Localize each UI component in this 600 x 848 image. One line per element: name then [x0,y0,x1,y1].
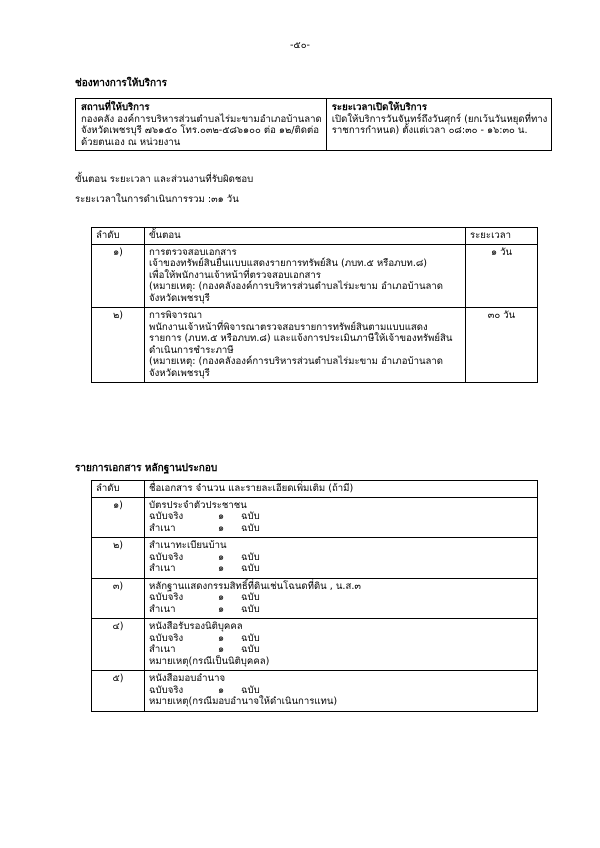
documents-table-body [92,497,538,711]
table-row [92,497,538,538]
document-copy-line [149,604,533,616]
step-line: จังหวัดเพชรบุรี [149,367,210,379]
document-copy-line [149,552,533,564]
service-place-line: จังหวัดเพชรบุรี ๗๖๑๕๐ โทร.๐๓๒-๕๘๖๑๐๐ ต่อ ๑๒/ติดต่อ [81,125,319,136]
step-description [145,244,466,308]
documents-heading: รายการเอกสาร หลักฐานประกอบ [75,463,218,474]
col-header-document: ชื่อเอกสาร จำนวน และรายละเอียดเพิ่มเติม (ถ้ามี) [145,481,538,498]
step-line: รายการ (ภบท.๕ หรือภบท.๘) และแจ้งการประเมินภาษีให้เจ้าของทรัพย์สิน [149,333,453,344]
document-copy-line [149,685,533,697]
page-number: -๕๐- [289,40,311,51]
copy-unit: ฉบับ [241,551,260,563]
documents-table [91,480,538,712]
copy-type: ฉบับจริง [149,511,184,522]
steps-table [91,227,538,383]
service-place-line: ด้วยตนเอง ณ หน่วยงาน [81,136,181,148]
service-hours-line: ราชการกำหนด) ตั้งแต่เวลา ๐๘:๓๐ - ๑๖:๓๐ น. [331,125,528,136]
copy-unit: ฉบับ [241,563,260,574]
document-copy-line [149,633,533,645]
step-line: (หมายเหตุ: (กองคลังองค์การบริหารส่วนตำบลไร่มะขาม อำเภอบ้านลาด [149,356,444,367]
copy-unit: ฉบับ [241,632,260,644]
step-line: การพิจารณา [149,310,203,321]
step-line: เจ้าของทรัพย์สินยื่นแบบแสดงรายการทรัพย์สิน (ภบท.๕ หรือภบท.๘) [149,258,428,269]
document-number: ๓) [92,578,145,619]
col-header-duration: ระยะเวลา [466,228,538,245]
document-title: หลักฐานแสดงกรรมสิทธิ์ที่ดินเช่นโฉนดที่ดิน , น.ส.๓ [149,580,361,592]
steps-table-header [92,228,538,245]
copy-count: ๑ [217,632,225,644]
document-details [145,497,538,538]
step-number: ๒) [92,308,145,383]
table-row [92,308,538,383]
step-line: ดำเนินการชำระภาษี [149,344,234,356]
copy-count: ๑ [217,511,225,522]
table-row [92,538,538,579]
copy-unit: ฉบับ [241,603,260,615]
service-hours-line: เปิดให้บริการวันจันทร์ถึงวันศุกร์ (ยกเว้นวันหยุดที่ทาง [331,113,548,125]
copy-type: สำเนา [149,644,176,655]
document-note: หมายเหตุ(กรณีมอบอำนาจให้ดำเนินการแทน) [149,696,338,707]
copy-count: ๑ [217,592,225,603]
service-hours-header: ระยะเวลาเปิดให้บริการ [331,102,427,113]
col-header-order: ลำดับ [92,481,145,498]
document-copy-line [149,592,533,604]
total-duration-line: ระยะเวลาในการดำเนินการรวม :๓๑ วัน [75,194,239,205]
document-title: บัตรประจำตัวประชาชน [149,499,247,511]
documents-table-header [92,481,538,498]
document-number: ๕) [92,671,145,712]
copy-count: ๑ [217,603,225,615]
copy-count: ๑ [217,684,225,696]
copy-count: ๑ [217,551,225,563]
document-copy-line [149,523,533,535]
col-header-order: ลำดับ [92,228,145,245]
service-hours-cell [326,99,552,151]
copy-type: ฉบับจริง [149,684,184,696]
step-line: การตรวจสอบเอกสาร [149,246,237,258]
document-number: ๔) [92,619,145,671]
copy-count: ๑ [217,522,225,534]
table-row [92,578,538,619]
copy-unit: ฉบับ [241,511,260,522]
table-row [92,619,538,671]
document-copy-line [149,644,533,656]
table-row [92,671,538,712]
step-duration: ๑ วัน [466,244,538,308]
col-header-step: ขั้นตอน [145,228,466,245]
document-copy-line [149,511,533,523]
copy-type: ฉบับจริง [149,551,184,563]
document-details [145,671,538,712]
document-details [145,619,538,671]
document-number: ๑) [92,497,145,538]
copy-type: สำเนา [149,603,176,615]
document-copy-line [149,563,533,575]
service-channel-table [75,98,552,151]
document-title: หนังสือรับรองนิติบุคคล [149,621,243,632]
step-description [145,308,466,383]
document-details [145,578,538,619]
step-line: เพื่อให้พนักงานเจ้าหน้าที่ตรวจสอบเอกสาร [149,269,321,281]
document-title: หนังสือมอบอำนาจ [149,673,226,684]
copy-type: ฉบับจริง [149,632,184,644]
service-place-line: กองคลัง องค์การบริหารส่วนตำบลไร่มะขามอำเภอบ้านลาด [81,113,322,125]
document-details [145,538,538,579]
copy-count: ๑ [217,644,225,655]
document-number: ๒) [92,538,145,579]
step-duration: ๓๐ วัน [466,308,538,383]
copy-type: สำเนา [149,563,176,574]
service-place-header: สถานที่ให้บริการ [81,102,150,113]
document-note: หมายเหตุ(กรณีเป็นนิติบุคคล) [149,655,270,667]
copy-type: สำเนา [149,522,176,534]
step-line: (หมายเหตุ: (กองคลังองค์การบริหารส่วนตำบลไร่มะขาม อำเภอบ้านลาด [149,281,444,292]
service-channel-heading: ช่องทางการให้บริการ [75,78,168,89]
step-line: พนักงานเจ้าหน้าที่พิจารณาตรวจสอบรายการทรัพย์สินตามแบบแสดง [149,321,428,333]
copy-type: ฉบับจริง [149,592,184,603]
copy-unit: ฉบับ [241,644,260,655]
copy-unit: ฉบับ [241,592,260,603]
copy-unit: ฉบับ [241,522,260,534]
table-row [92,244,538,308]
step-number: ๑) [92,244,145,308]
step-line: จังหวัดเพชรบุรี [149,292,210,304]
copy-unit: ฉบับ [241,684,260,696]
steps-intro-line: ขั้นตอน ระยะเวลา และส่วนงานที่รับผิดชอบ [75,174,254,185]
service-place-cell [76,99,327,151]
copy-count: ๑ [217,563,225,574]
document-title: สำเนาทะเบียนบ้าน [149,540,227,551]
